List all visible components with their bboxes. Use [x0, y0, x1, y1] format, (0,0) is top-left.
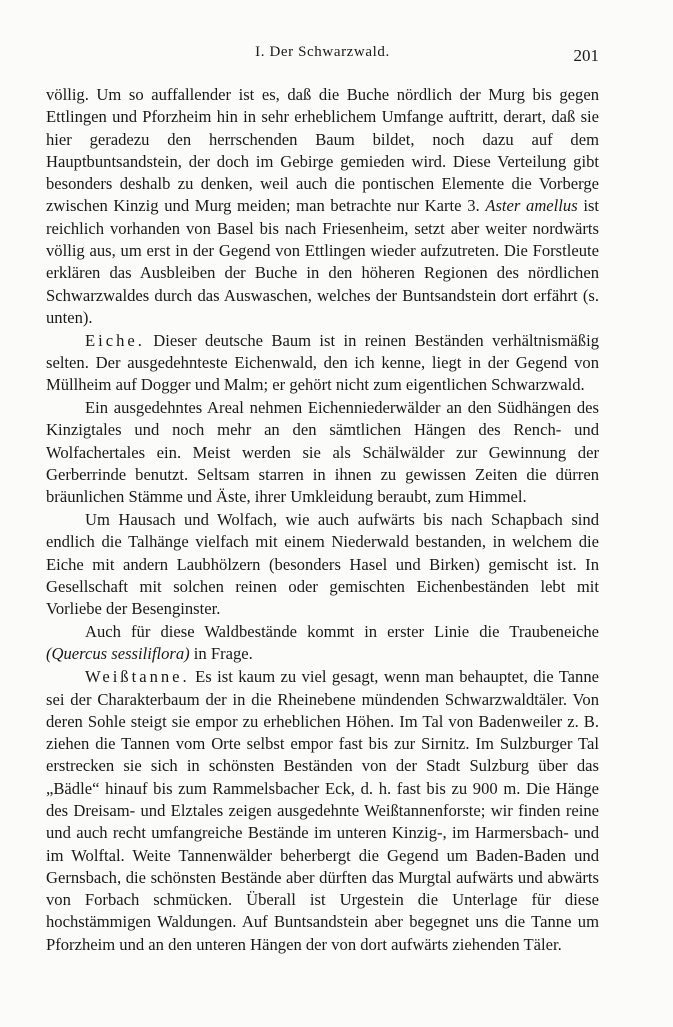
paragraph [46, 84, 599, 329]
paragraph [46, 666, 599, 956]
text-segment: Um Hausach und Wolfach, wie auch aufwärts bis nach Schapbach sind endlich die Talhänge vielfach mit einem Niederwald bestanden, in welchem die Eiche mit andern Laubhölzern (besonders Hasel und Birken) gemischt ist. In Gesellschaft mit solchen reinen oder gemischten Eichenbeständen lebt mit Vorliebe der Besenginster. [46, 510, 599, 619]
section-keyword: Weißtanne. [85, 667, 190, 687]
section-keyword: Eiche. [85, 330, 145, 350]
page-number: 201 [573, 46, 599, 65]
text-segment: in Frage. [189, 644, 253, 664]
paragraph [46, 397, 599, 508]
page-header [46, 44, 599, 68]
text-segment: Es ist kaum zu viel gesagt, wenn man behauptet, die Tanne sei der Charakterbaum der in die Rheinebene mündenden Schwarzwaldtäler. Von deren Sohle steigt sie empor zu erheblichen Höhen. Im Tal von Badenweiler z. B. ziehen die Tannen vom Orte selbst empor fast bis zur Sirnitz. Im Sulzburger Tal erstrecken sie sich in schönsten Beständen von der Stadt Sulzburg über das „Bädle“ hinauf bis zum Rammelsbacher Eck, d. h. fast bis zu 900 m. Die Hänge des Dreisam- und Elztales zeigen ausgedehnte Weißtannenforste; wir finden reine und auch recht umfangreiche Bestände im unteren Kinzig-, im Harmersbach- und im Wolftal. Weite Tannenwälder beherbergt die Gegend um Baden-Baden und Gernsbach, die schönsten Bestände aber dürften das Murgtal aufwärts und abwärts von Forbach schmücken. Überall ist Urgestein die Unterlage für diese hochstämmigen Waldungen. Auf Buntsandstein aber begegnet uns die Tanne um Pforzheim und an den unteren Hängen der von dort aufwärts ziehenden Täler. [46, 667, 599, 954]
paragraph [46, 509, 599, 620]
body-text [46, 84, 599, 956]
italic-species-name: (Quercus sessiliflora) [46, 644, 190, 664]
text-segment: Ein ausgedehntes Areal nehmen Eichenniederwälder an den Südhängen des Kinzigtales und noch mehr an den sämtlichen Hängen des Rench- und Wolfachertales ein. Meist werden sie als Schälwälder zur Gewinnung der Gerberrinde benutzt. Seltsam starren in ihnen zu gewissen Zeiten die dürren bräunlichen Stämme und Äste, ihrer Umkleidung beraubt, zum Himmel. [46, 398, 599, 507]
text-segment: ist reichlich vorhanden von Basel bis nach Friesenheim, setzt aber weiter nordwärts völlig aus, um erst in der Gegend von Ettlingen wieder aufzutreten. Die Forstleute erklären das Ausbleiben der Buche in den höheren Regionen des nördlichen Schwarzwaldes durch das Auswaschen, welches der Buntsandstein dort erfährt (s. unten). [46, 196, 600, 327]
paragraph [46, 621, 599, 666]
text-segment: völlig. Um so auffallender ist es, daß die Buche nördlich der Murg bis gegen Ettlingen und Pforzheim hin in sehr erheblichem Umfange auftritt, derart, daß sie hier geradezu den herrschenden Baum bildet, noch dazu auf dem Hauptbuntsandstein, der doch im Gebirge gemieden wird. Diese Verteilung gibt besonders deshalb zu denken, weil auch die pontischen Elemente die Vorberge zwischen Kinzig und Murg meiden; man betrachte nur Karte 3. [46, 85, 599, 216]
running-head: I. Der Schwarzwald. [255, 44, 390, 60]
text-segment: Auch für diese Waldbestände kommt in erster Linie die Traubeneiche [85, 622, 599, 642]
paragraph [46, 330, 599, 397]
italic-species-name: Aster amellus [485, 196, 578, 216]
text-segment: Dieser deutsche Baum ist in reinen Beständen verhältnismäßig selten. Der ausgedehnteste Eichenwald, den ich kenne, liegt in der Gegend von Müllheim auf Dogger und Malm; er gehört nicht zum eigentlichen Schwarzwald. [46, 330, 599, 395]
